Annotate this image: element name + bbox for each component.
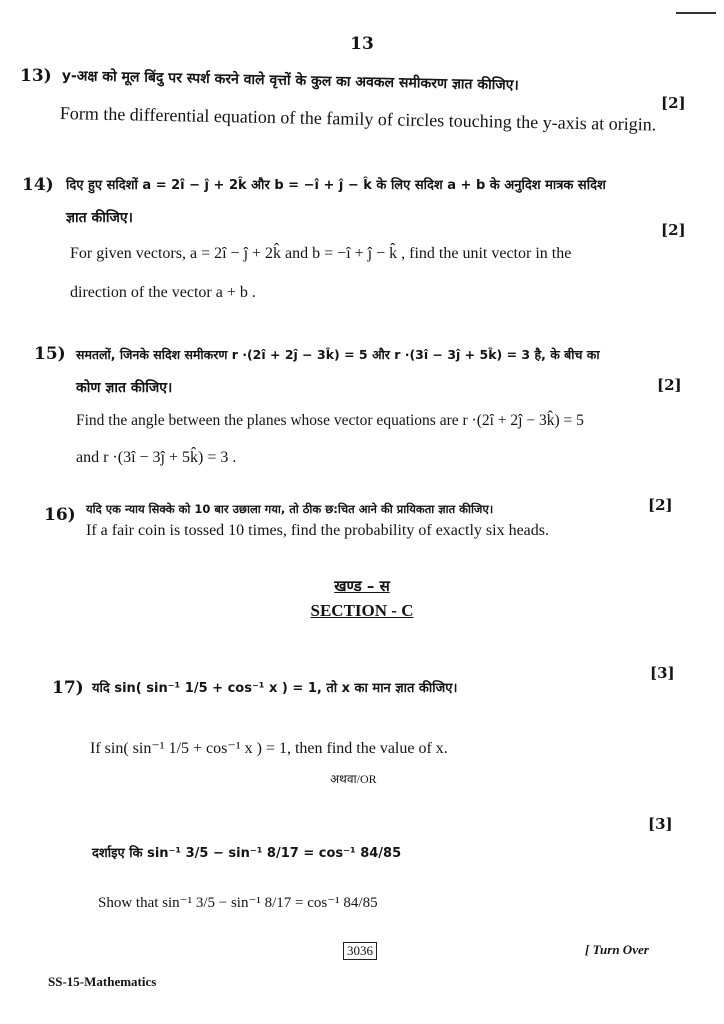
q17-alt-marks: [3] — [648, 815, 673, 833]
or-separator: अथवा/OR — [330, 772, 377, 786]
q13-marks: [2] — [661, 94, 686, 112]
q17-english: If sin( sin⁻¹ 1/5 + cos⁻¹ x ) = 1, then find the value of x. — [90, 740, 448, 757]
paper-code-box: 3036 — [343, 942, 377, 960]
q13-hindi: y-अक्ष को मूल बिंदु पर स्पर्श करने वाले वृत्तों के कुल का अवकल समीकरण ज्ञात कीजिए। — [61, 67, 519, 94]
q15-hindi-line1: समतलों, जिनके सदिश समीकरण r ·(2î + 2ĵ − 3k̂) = 5 और r ·(3î − 3ĵ + 5k̂) = 3 है, के बीच का — [76, 347, 600, 362]
q16-hindi: यदि एक न्याय सिक्के को 10 बार उछाला गया, तो ठीक छ:चित आने की प्रायिकता ज्ञात कीजिए। — [86, 502, 494, 516]
q14-english-line1: For given vectors, a = 2î − ĵ + 2k̂ and b = −î + ĵ − k̂ , find the unit vector in the — [70, 245, 572, 262]
section-heading-hindi: खण्ड – स — [334, 577, 390, 595]
q17-hindi: यदि sin( sin⁻¹ 1/5 + cos⁻¹ x ) = 1, तो x का मान ज्ञात कीजिए। — [92, 681, 458, 696]
q15-marks: [2] — [657, 376, 682, 394]
q15-english-line1: Find the angle between the planes whose vector equations are r ·(2î + 2ĵ − 3k̂) = 5 — [76, 412, 584, 429]
q16-marks: [2] — [648, 496, 673, 514]
section-heading-english: SECTION - C — [310, 601, 414, 620]
q14-hindi-line2: ज्ञात कीजिए। — [66, 210, 133, 226]
corner-scratch-mark — [676, 12, 716, 14]
q16-english: If a fair coin is tossed 10 times, find the probability of exactly six heads. — [86, 522, 549, 539]
subject-code: SS-15-Mathematics — [48, 974, 157, 989]
q14-number: 14) — [22, 175, 54, 195]
turn-over-label: [ Turn Over — [585, 942, 649, 957]
page-number: 13 — [350, 34, 374, 54]
q17-alt-hindi: दर्शाइए कि sin⁻¹ 3/5 − sin⁻¹ 8/17 = cos⁻¹ 84/85 — [92, 846, 402, 861]
q15-english-line2: and r ·(3î − 3ĵ + 5k̂) = 3 . — [76, 449, 237, 466]
q15-number: 15) — [34, 344, 66, 364]
q15-hindi-line2: कोण ज्ञात कीजिए। — [76, 380, 173, 396]
q14-hindi-line1: दिए हुए सदिशों a = 2î − ĵ + 2k̂ और b = −î + ĵ − k̂ के लिए सदिश a + b के अनुदिश मात्रक सदिश — [66, 178, 606, 193]
q17-number: 17) — [52, 678, 84, 698]
q14-marks: [2] — [661, 221, 686, 239]
q17-marks: [3] — [650, 664, 675, 682]
q17-alt-english: Show that sin⁻¹ 3/5 − sin⁻¹ 8/17 = cos⁻¹ 84/85 — [98, 895, 378, 911]
q16-number: 16) — [44, 505, 76, 525]
q14-english-line2: direction of the vector a + b . — [70, 284, 256, 301]
q13-number: 13) — [20, 66, 52, 86]
q13-english: Form the differential equation of the family of circles touching the y-axis at origin. — [59, 103, 657, 135]
